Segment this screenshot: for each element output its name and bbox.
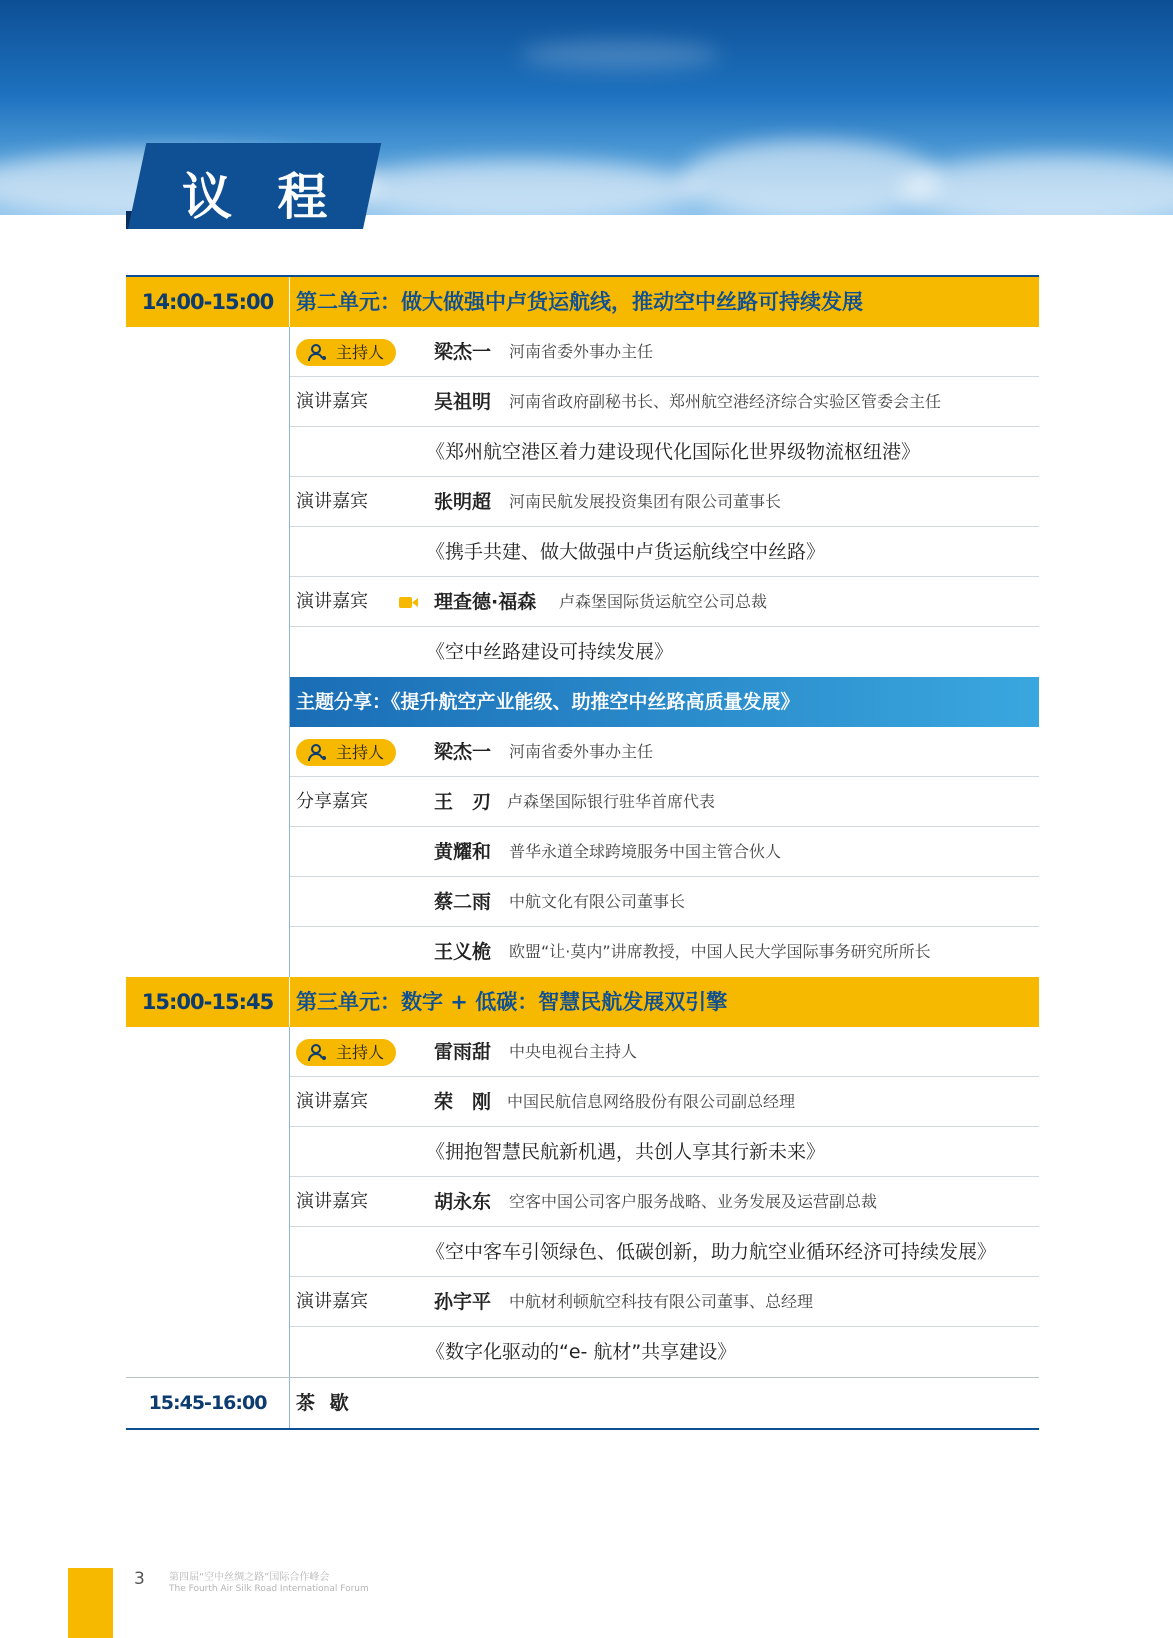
agenda-table	[126, 277, 1039, 1430]
talk-title: 《空中客车引领绿色、低碳创新，助力航空业循环经济可持续发展》	[426, 1241, 997, 1263]
talk-title: 《空中丝路建设可持续发展》	[426, 641, 674, 663]
speaker-role: 演讲嘉宾	[296, 1191, 368, 1212]
guest-position: 卢森堡国际银行驻华首席代表	[507, 792, 716, 811]
speaker-name: 理查德·福森	[434, 591, 537, 613]
break-time: 15:45-16:00	[148, 1392, 267, 1414]
speaker-position: 河南民航发展投资集团有限公司董事长	[509, 492, 782, 511]
host-row	[126, 727, 1039, 777]
speaker-row	[126, 1177, 1039, 1227]
guest-position: 普华永道全球跨境服务中国主管合伙人	[509, 842, 782, 861]
host-icon	[308, 744, 328, 762]
host-badge	[296, 339, 396, 366]
host-badge	[296, 739, 396, 766]
video-camera-icon	[399, 596, 418, 609]
speaker-role: 演讲嘉宾	[296, 1091, 368, 1112]
session-time: 14:00-15:00	[141, 290, 274, 314]
speaker-row	[126, 577, 1039, 627]
host-icon	[308, 1044, 328, 1062]
host-badge	[296, 1039, 396, 1066]
theme-title: 主题分享：《提升航空产业能级、助推空中丝路高质量发展》	[296, 691, 800, 713]
guest-row	[126, 777, 1039, 827]
talk-row	[126, 627, 1039, 677]
guest-name: 王义桅	[434, 941, 492, 963]
host-position: 河南省委外事办主任	[509, 342, 654, 361]
footer-accent	[68, 1568, 113, 1638]
session-header	[126, 977, 1039, 1027]
speaker-position: 中航材利顿航空科技有限公司董事、总经理	[509, 1292, 814, 1311]
host-position: 中央电视台主持人	[509, 1042, 638, 1061]
break-row	[126, 1378, 1039, 1428]
speaker-row	[126, 377, 1039, 427]
guest-row	[126, 827, 1039, 877]
talk-title: 《拥抱智慧民航新机遇，共创人享其行新未来》	[426, 1141, 826, 1163]
host-row	[126, 327, 1039, 377]
host-row	[126, 1027, 1039, 1077]
session-title: 第二单元：做大做强中卢货运航线，推动空中丝路可持续发展	[296, 290, 863, 314]
guest-name: 王 刃	[434, 791, 492, 813]
talk-title: 《郑州航空港区着力建设现代化国际化世界级物流枢纽港》	[426, 441, 921, 463]
host-badge-label: 主持人	[336, 1043, 385, 1062]
speaker-row	[126, 1277, 1039, 1327]
host-name: 梁杰一	[434, 741, 492, 763]
speaker-row	[126, 477, 1039, 527]
page-number: 3	[134, 1569, 145, 1589]
host-name: 梁杰一	[434, 341, 492, 363]
speaker-role: 演讲嘉宾	[296, 491, 368, 512]
footer-forum-en: The Fourth Air Silk Road International Forum	[169, 1584, 369, 1594]
page-title: 议 程	[182, 168, 342, 226]
talk-row	[126, 427, 1039, 477]
host-position: 河南省委外事办主任	[509, 742, 654, 761]
host-badge-label: 主持人	[336, 743, 385, 762]
guest-position: 中航文化有限公司董事长	[509, 892, 686, 911]
speaker-position: 卢森堡国际货运航空公司总裁	[559, 592, 768, 611]
speaker-position: 空客中国公司客户服务战略、业务发展及运营副总裁	[509, 1192, 878, 1211]
guest-row	[126, 927, 1039, 977]
speaker-position: 中国民航信息网络股份有限公司副总经理	[507, 1092, 796, 1111]
speaker-name: 荣 刚	[434, 1091, 492, 1113]
talk-title: 《携手共建、做大做强中卢货运航线空中丝路》	[426, 541, 826, 563]
guest-name: 黄耀和	[434, 841, 492, 863]
speaker-row	[126, 1077, 1039, 1127]
speaker-role: 演讲嘉宾	[296, 391, 368, 412]
session-title: 第三单元：数字 + 低碳：智慧民航发展双引擎	[296, 990, 728, 1014]
speaker-name: 胡永东	[434, 1191, 492, 1213]
speaker-name: 张明超	[434, 491, 492, 513]
speaker-name: 吴祖明	[434, 391, 492, 413]
break-label: 茶 歇	[296, 1392, 353, 1414]
theme-header	[126, 677, 1039, 727]
host-badge-label: 主持人	[336, 343, 385, 362]
guest-role: 分享嘉宾	[296, 791, 368, 812]
talk-row	[126, 527, 1039, 577]
talk-row	[126, 1127, 1039, 1177]
session-header	[126, 277, 1039, 327]
speaker-position: 河南省政府副秘书长、郑州航空港经济综合实验区管委会主任	[509, 392, 942, 411]
host-name: 雷雨甜	[434, 1041, 492, 1063]
guest-name: 蔡二雨	[434, 891, 492, 913]
guest-row	[126, 877, 1039, 927]
talk-title: 《数字化驱动的“e- 航材”共享建设》	[426, 1341, 737, 1363]
footer-forum-cn: 第四届“空中丝绸之路”国际合作峰会	[169, 1572, 330, 1583]
host-icon	[308, 344, 328, 362]
speaker-role: 演讲嘉宾	[296, 591, 368, 612]
guest-position: 欧盟“让·莫内”讲席教授，中国人民大学国际事务研究所所长	[509, 942, 931, 961]
talk-row	[126, 1227, 1039, 1277]
session-time: 15:00-15:45	[141, 990, 274, 1014]
talk-row	[126, 1327, 1039, 1377]
speaker-name: 孙宇平	[434, 1291, 492, 1313]
speaker-role: 演讲嘉宾	[296, 1291, 368, 1312]
